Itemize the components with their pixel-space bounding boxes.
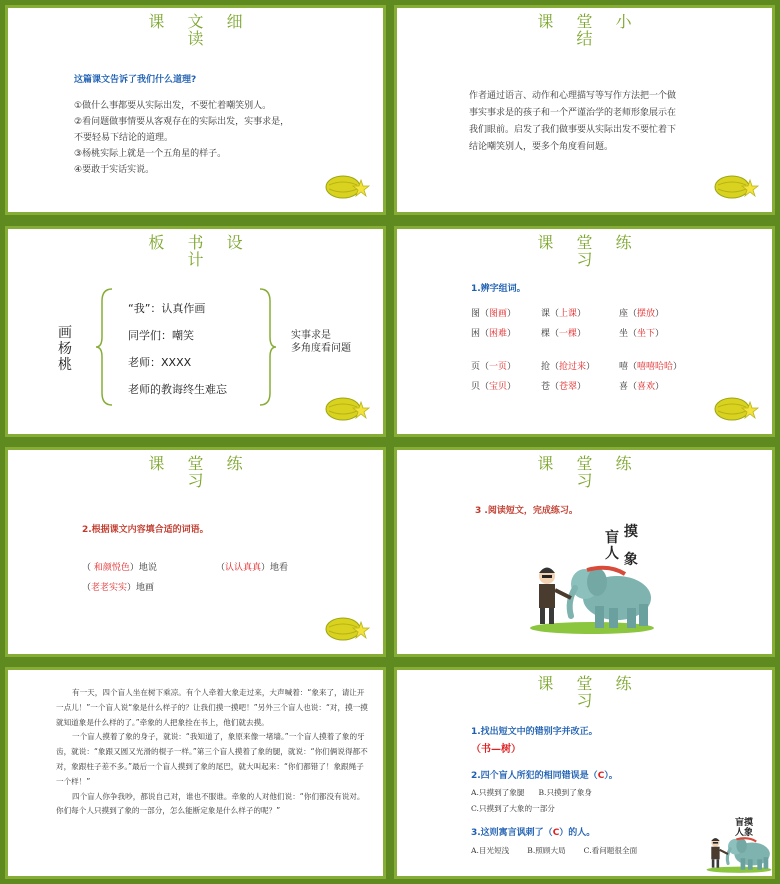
passage-paragraph: 有一天，四个盲人坐在树下乘凉。有个人牵着大象走过来，大声喊着：“象来了，请让开一点儿！”一个盲人说“象是什么样子的？让我们摸一摸吧！”另外三个盲人也说：“对，摸一摸就知道象是什么样的了。”牵象的人把象拴在书上，他们就去摸。 — [56, 688, 368, 727]
question: 2.根据课文内容填合适的词语。 — [82, 525, 209, 535]
slide-title — [8, 455, 383, 489]
star-fruit-icon — [712, 392, 760, 424]
title-line-1: 课 文 细 — [148, 12, 252, 31]
question: 3 .阅读短文，完成练习。 — [475, 506, 578, 516]
slide-exercise-4[interactable] — [394, 667, 775, 879]
answer-3: C — [552, 828, 560, 838]
answer: 老老实实 — [91, 583, 128, 593]
question-3 — [471, 825, 595, 838]
slide-title — [397, 13, 772, 47]
slide-title — [8, 13, 383, 47]
char: 苍 — [541, 382, 551, 392]
answer: 一页 — [489, 362, 508, 372]
answer-point: ①做什么事都要从实际出发，不要忙着嘲笑别人。 — [74, 101, 272, 111]
option: C.只摸到了大象的一部分 — [471, 804, 555, 813]
q2-suffix: ）。 — [604, 771, 618, 781]
option: A.只摸到了象腿 — [471, 788, 525, 797]
answer-1: （书—树） — [471, 744, 521, 755]
question-2 — [471, 768, 618, 781]
topic-char: 杨 — [58, 341, 72, 357]
slide-exercise-3[interactable] — [394, 447, 775, 657]
topic-char: 桃 — [58, 357, 72, 373]
answer: 抢过来 — [559, 362, 587, 372]
answer: 摆放 — [637, 309, 656, 319]
right-brace-icon — [258, 287, 278, 407]
star-fruit-icon — [323, 170, 371, 202]
title-line-2: 习 — [576, 471, 602, 490]
title-char: 人 — [735, 828, 745, 838]
q2-options — [471, 785, 592, 817]
slide-board-design[interactable] — [5, 226, 386, 437]
q3-suffix: ）的人。 — [559, 828, 596, 838]
fill-item: （ 和颜悦色）地说 — [82, 563, 157, 573]
title-line-2: 读 — [187, 29, 213, 48]
blind-man-elephant-illustration — [705, 832, 773, 874]
q2-prefix: 2.四个盲人所犯的相同错误是（ — [471, 771, 598, 781]
option: B.只摸到了象身 — [538, 788, 593, 797]
slide-title — [397, 455, 772, 489]
board-conclusion — [291, 329, 351, 355]
title-line-1: 板 书 设 — [148, 233, 252, 252]
title-line-1: 课 堂 练 — [537, 674, 641, 693]
option: A.目光短浅 — [471, 846, 510, 855]
board-line: “我”：认真作画 — [128, 302, 206, 315]
title-char: 象 — [623, 552, 638, 568]
title-char: 盲 — [735, 818, 745, 828]
slide-title — [397, 675, 772, 709]
answer: 嘻嘻哈哈 — [637, 362, 674, 372]
char: 课 — [541, 309, 551, 319]
slide-summary[interactable] — [394, 5, 775, 215]
slide-text-reading[interactable] — [5, 5, 386, 215]
slide-title — [397, 234, 772, 268]
char: 棵 — [541, 329, 551, 339]
star-fruit-icon — [323, 612, 371, 644]
fill-item: （老老实实）地画 — [82, 583, 155, 593]
passage-paragraph: 四个盲人你争我吵，都说自己对，谁也不服谁。牵象的人对他们说：“你们都没有说对。你们每个人只摸到了象的一部分，怎么能断定象是什么样子的呢？” — [56, 791, 365, 816]
char: 图 — [471, 309, 481, 319]
answer: 上课 — [559, 309, 578, 319]
slide-exercise-2[interactable] — [5, 447, 386, 657]
summary-line: 结论嘲笑别人，要多个角度看问题。 — [469, 142, 614, 152]
title-char: 人 — [605, 546, 619, 562]
story-passage — [56, 686, 371, 819]
title-line-1: 课 堂 练 — [537, 233, 641, 252]
slide-title — [8, 234, 383, 268]
passage-paragraph: 一个盲人摸着了象的身子，就说：“我知道了，象原来像一堵墙。”一个盲人摸着了象的牙齿，就说：“象跟又圆又光滑的棍子一样。”第三个盲人摸着了象的腿，就说：“你们俩说得都不对，象跟柱子差不多。”最后一个盲人摸到了象的尾巴，就大叫起来：“你们都错了！象跟绳子一个样！” — [56, 732, 368, 786]
title-line-2: 计 — [187, 250, 213, 269]
answer-list — [74, 98, 289, 178]
q3-prefix: 3.这则寓言讽刺了（ — [471, 828, 553, 838]
answer: 宝贝 — [489, 382, 508, 392]
title-char: 盲 — [605, 530, 619, 546]
title-line-1: 课 堂 小 — [537, 12, 641, 31]
char: 嘻 — [619, 362, 629, 372]
title-char: 象 — [744, 828, 754, 838]
answer: 苍翠 — [559, 382, 578, 392]
option: B.照顾大局 — [527, 846, 566, 855]
char: 喜 — [619, 382, 629, 392]
char: 贝 — [471, 382, 481, 392]
summary-line: 我们眼前。启发了我们做事要从实际出发不要忙着下 — [469, 125, 677, 135]
blind-man-elephant-illustration — [527, 558, 657, 634]
item-text: 地画 — [136, 583, 155, 593]
slide-exercise-1[interactable]: 课 堂 练 习 1.辨字组词。 图（图画） 课（上课） 座（摆放） 困（困难） 棵（一棵） 坐（坐下） 页（一页） 抢（抢过来） 嘻（嘻嘻哈哈） 贝（宝贝） 苍（苍翠） 喜（喜欢） — [394, 226, 775, 437]
answer: 认认真真 — [225, 563, 262, 573]
answer-point: ③杨桃实际上就是一个五角星的样子。 — [74, 149, 227, 159]
fill-item: （认认真真）地看 — [216, 563, 289, 573]
board-topic — [58, 325, 74, 373]
answer: 一棵 — [559, 329, 578, 339]
summary-line: 作者通过语言、动作和心理描写等写作方法把一个做 — [469, 91, 677, 101]
option: C.看问题很全面 — [583, 846, 638, 855]
answer-2: C — [597, 771, 605, 781]
char: 困 — [471, 329, 481, 339]
char: 座 — [619, 309, 629, 319]
title-char: 摸 — [744, 818, 754, 828]
slide-story-passage[interactable] — [5, 667, 386, 879]
summary-text — [469, 88, 676, 156]
topic-char: 画 — [58, 325, 72, 341]
title-line-1: 课 堂 练 — [537, 454, 641, 473]
conclusion-line: 多角度看问题 — [291, 343, 351, 354]
star-fruit-icon — [323, 392, 371, 424]
summary-line: 事实事求是的孩子和一个严谨治学的老师形象展示在 — [469, 108, 677, 118]
char: 坐 — [619, 329, 629, 339]
star-fruit-icon — [712, 170, 760, 202]
board-line: 老师：XXXX — [128, 356, 192, 369]
board-lines — [128, 295, 227, 403]
title-char: 摸 — [623, 524, 638, 540]
conclusion-line: 实事求是 — [291, 330, 331, 341]
answer-point: ②看问题做事情要从客观存在的实际出发，实事求是， — [74, 117, 290, 127]
title-line-2: 习 — [576, 250, 602, 269]
left-brace-icon — [94, 287, 114, 407]
answer-point: ④要敢于实话实说。 — [74, 165, 155, 175]
answer-point: 不要轻易下结论的道理。 — [74, 133, 174, 143]
title-line-1: 课 堂 练 — [148, 454, 252, 473]
char: 抢 — [541, 362, 551, 372]
answer: 坐下 — [637, 329, 656, 339]
answer: 和颜悦色 — [93, 563, 130, 573]
board-line: 老师的教诲终生难忘 — [128, 383, 227, 396]
item-text: 地说 — [138, 563, 157, 573]
title-line-2: 习 — [187, 471, 213, 490]
question: 1.辨字组词。 — [471, 284, 526, 294]
answer: 图画 — [489, 309, 508, 319]
answer: 困难 — [489, 329, 508, 339]
q3-options — [471, 845, 637, 856]
board-line: 同学们：嘲笑 — [128, 329, 194, 342]
question-1: 1.找出短文中的错别字并改正。 — [471, 727, 598, 737]
item-text: 地看 — [270, 563, 289, 573]
char: 页 — [471, 362, 481, 372]
title-line-2: 习 — [576, 691, 602, 710]
question: 这篇课文告诉了我们什么道理? — [74, 75, 197, 85]
title-line-2: 结 — [576, 29, 602, 48]
answer: 喜欢 — [637, 382, 656, 392]
